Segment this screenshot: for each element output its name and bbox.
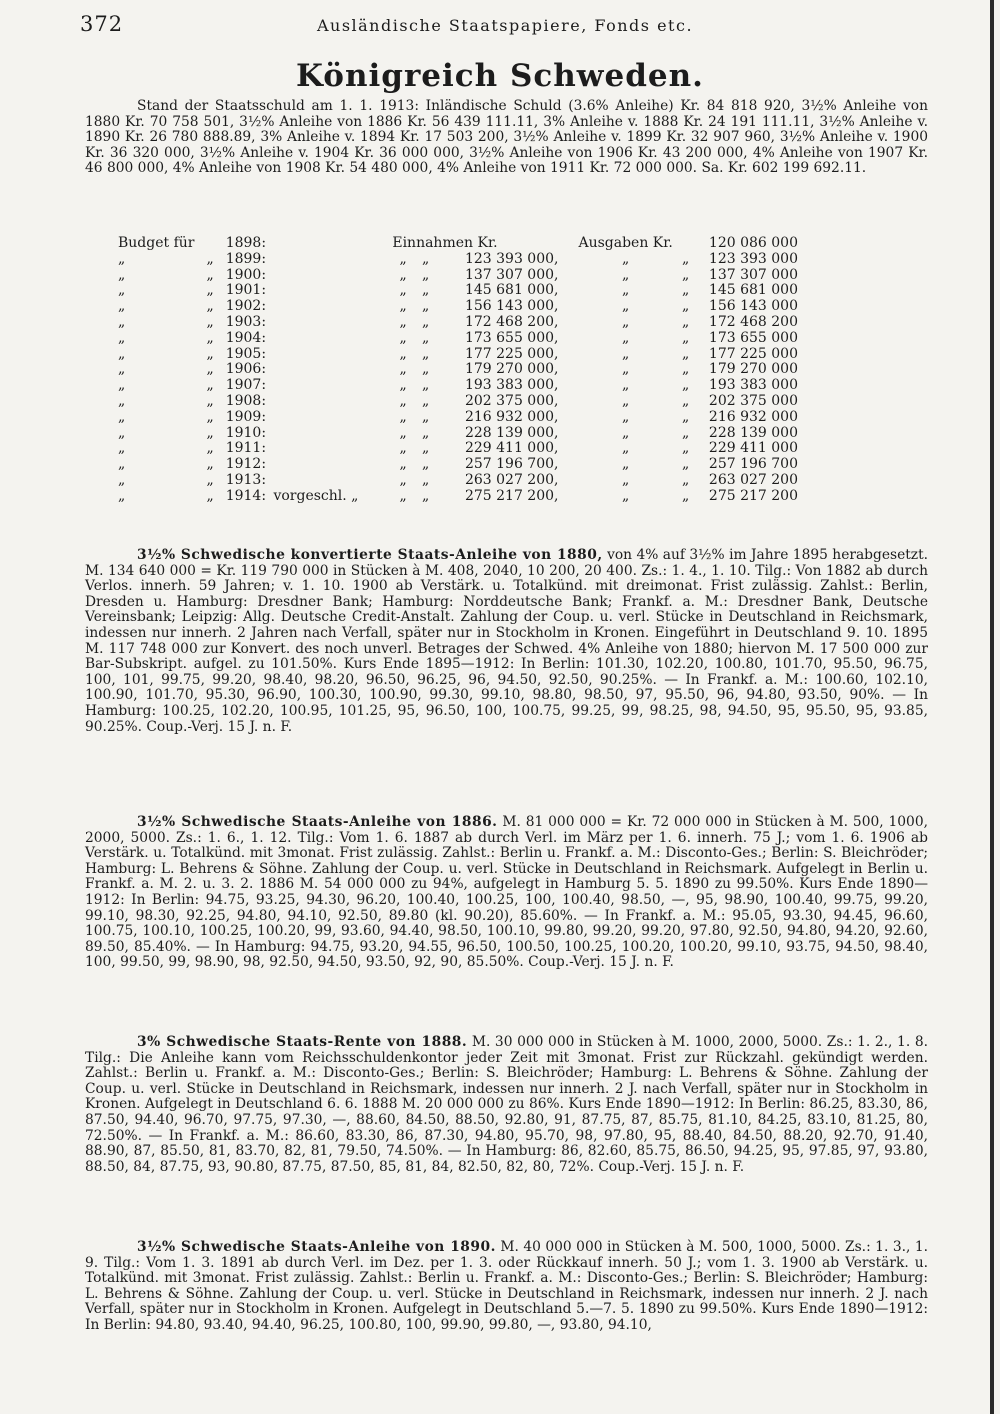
budget-note — [273, 252, 392, 268]
ditto-mark: „ — [622, 392, 630, 409]
ditto-mark: „ — [421, 487, 430, 504]
ditto-mark: „ — [421, 392, 430, 409]
ditto-mark: „ — [206, 471, 214, 488]
ditto-mark: „ — [622, 345, 630, 362]
einnahmen-value: 228 139 000, — [464, 424, 559, 441]
budget-label-cell: „ — [118, 487, 126, 504]
budget-row — [118, 268, 798, 284]
ditto-mark — [194, 236, 225, 252]
section-1886-title: 3½% Schwedische Staats-Anleihe von 1886. — [137, 814, 498, 830]
ditto-mark: „ — [399, 345, 407, 362]
budget-label-cell: „ — [118, 408, 126, 425]
budget-row — [118, 347, 798, 363]
ditto-mark: „ — [622, 250, 630, 267]
budget-row — [118, 394, 798, 410]
ditto-mark: „ — [681, 313, 690, 330]
running-title: Ausländische Staatspapiere, Fonds etc. — [316, 16, 694, 35]
budget-label-cell: „ — [118, 313, 126, 330]
einnahmen-value: 137 307 000, — [464, 266, 559, 283]
ditto-mark: „ — [681, 456, 690, 473]
ditto-mark: „ — [399, 250, 407, 267]
ausgaben-value: 123 393 000 — [708, 250, 798, 267]
budget-note — [273, 236, 392, 252]
einnahmen-value: 263 027 200, — [464, 471, 559, 488]
ditto-mark: „ — [206, 440, 214, 457]
budget-year: 1913: — [225, 471, 267, 488]
ausgaben-value: 228 139 000 — [708, 424, 798, 441]
einnahmen-value: 257 196 700, — [464, 456, 559, 473]
budget-row — [118, 315, 798, 331]
ditto-mark: „ — [421, 282, 430, 299]
ditto-mark: „ — [622, 424, 630, 441]
budget-row — [118, 331, 798, 347]
ditto-mark: „ — [206, 424, 214, 441]
ditto-mark: „ — [206, 282, 214, 299]
ditto-mark: „ — [206, 250, 214, 267]
budget-note — [273, 362, 392, 378]
ditto-mark: „ — [421, 456, 430, 473]
ausgaben-value: 193 383 000 — [708, 377, 798, 394]
ditto-mark: „ — [622, 471, 630, 488]
budget-note — [273, 315, 392, 331]
ditto-mark: „ — [399, 298, 407, 315]
ditto-mark: „ — [681, 392, 690, 409]
ausgaben-value: 229 411 000 — [708, 440, 798, 457]
budget-note — [273, 441, 392, 457]
running-header — [80, 12, 930, 42]
budget-note — [273, 347, 392, 363]
ditto-mark: „ — [681, 377, 690, 394]
section-1880 — [85, 548, 928, 735]
ditto-mark: „ — [399, 487, 407, 504]
budget-row — [118, 378, 798, 394]
budget-row — [118, 457, 798, 473]
ditto-mark: „ — [421, 329, 430, 346]
ditto-mark: „ — [622, 313, 630, 330]
budget-label-cell: „ — [118, 456, 126, 473]
section-1890-title: 3½% Schwedische Staats-Anleihe von 1890. — [137, 1239, 496, 1255]
budget-label-cell: „ — [118, 345, 126, 362]
ausgaben-value: 145 681 000 — [708, 282, 798, 299]
ditto-mark: „ — [206, 408, 214, 425]
einnahmen-value: 123 393 000, — [464, 250, 559, 267]
einnahmen-value: 156 143 000, — [464, 298, 559, 315]
ditto-mark: „ — [421, 471, 430, 488]
budget-row — [118, 489, 798, 505]
budget-note — [273, 283, 392, 299]
ausgaben-value: 137 307 000 — [708, 266, 798, 283]
ditto-mark: „ — [622, 282, 630, 299]
page-number: 372 — [80, 12, 124, 36]
budget-table — [118, 236, 798, 505]
section-1886 — [85, 815, 928, 971]
ditto-mark: „ — [681, 408, 690, 425]
section-rente-1888-body: M. 30 000 000 in Stücken à M. 1000, 2000, 5000. Zs.: 1. 2., 1. 8. Tilg.: Die Anleihe kann vom Reichsschuldenkontor jeder Zeit mit 3monat. Frist zur Rückzahl. gekündigt werden. Zahlst.: Berlin u. Frankf. a. M.: Disconto-Ges.; Berlin: S. Bleichröder; Hamburg: L. Behrens & Söhne. Zahlung der Coup. u. verl. Stücke in Deutschland in Reichsmark, indessen nur innerh. 2 J. nach Verfall, später nur in Stockholm in Kronen. Aufgelegt in Deutschland 6. 6. 1888 M. 20 000 000 zu 86%. Kurs Ende 1890—1912: In Berlin: 86.25, 83.30, 86, 87.50, 94.40, 96.70, 97.75, 97.30, —, 88.60, 84.50, 88.50, 92.80, 91, 87.75, 87, 85.75, 81.10, 84.25, 83.10, 81.25, 80, 72.50%. — In Frankf. a. M.: 86.60, 83.30, 86, 87.30, 94.80, 95.70, 98, 97.80, 95, 88.40, 84.50, 88.20, 92.70, 91.40, 88.90, 87, 85.50, 81, 83.70, 82, 81, 79.50, 74.50%. — In Hamburg: 86, 82.60, 85.75, 86.50, 94.25, 95, 97.85, 97, 93.80, 88.50, 84, 87.75, 93, 90.80, 87.75, 87.50, 85, 81, 84, 82.50, 82, 80, 72%. Coup.-Verj. 15 J. n. F. — [85, 1034, 928, 1175]
budget-label-cell: „ — [118, 471, 126, 488]
ditto-mark: „ — [399, 456, 407, 473]
budget-year: 1905: — [225, 345, 267, 362]
budget-note — [273, 426, 392, 442]
einnahmen-label: Einnahmen Kr. — [392, 235, 498, 251]
ditto-mark: „ — [399, 408, 407, 425]
budget-row — [118, 299, 798, 315]
ausgaben-value: 120 086 000 — [708, 235, 798, 251]
einnahmen-value: 172 468 200, — [464, 313, 559, 330]
budget-year: 1908: — [225, 392, 267, 409]
budget-year: 1912: — [225, 456, 267, 473]
einnahmen-value: 229 411 000, — [464, 440, 559, 457]
ausgaben-label: Ausgaben Kr. — [578, 235, 673, 251]
ausgaben-value: 177 225 000 — [708, 345, 798, 362]
ausgaben-value: 156 143 000 — [708, 298, 798, 315]
ditto-mark: „ — [421, 298, 430, 315]
ditto-mark: „ — [681, 361, 690, 378]
ditto-mark: „ — [399, 266, 407, 283]
budget-note — [273, 299, 392, 315]
ditto-mark: „ — [206, 313, 214, 330]
budget-row — [118, 473, 798, 489]
section-1880-body: von 4% auf 3½% im Jahre 1895 herabgesetzt. M. 134 640 000 = Kr. 119 790 000 in Stücken à M. 408, 2040, 10 200, 20 400. Zs.: 1. 4., 1. 10. Tilg.: Von 1882 ab durch Verlos. innerh. 59 Jahren; v. 1. 10. 1900 ab Verstärk. u. Totalkünd. mit dreimonat. Frist zulässig. Zahlst.: Berlin, Dresden u. Hamburg: Dresdner Bank; Hamburg: Norddeutsche Bank; Frankf. a. M.: Dresdner Bank, Deutsche Vereinsbank; Leipzig: Allg. Deutsche Credit-Anstalt. Zahlung der Coup. u. verl. Stücke in Deutschland in Reichsmark, indessen nur innerh. 2 Jahren nach Verfall, später nur in Stockholm in Kronen. Eingeführt in Deutschland 9. 10. 1895 M. 117 748 000 zur Konvert. des noch unverl. Betrages der Schwed. 4% Anleihe von 1880; hiervon M. 17 500 000 zur Bar-Subskript. aufgel. zu 101.50%. Kurs Ende 1895—1912: In Berlin: 101.30, 102.20, 100.80, 101.70, 95.50, 96.75, 100, 101, 99.75, 99.20, 98.40, 98.20, 96.50, 96.25, 96, 94.50, 92.50, 90.25%. — In Frankf. a. M.: 100.60, 102.10, 100.90, 101.70, 95.30, 96.90, 100.30, 100.90, 99.30, 99.10, 98.80, 98.50, 97, 95.50, 96, 94.80, 93.50, 90%. — In Hamburg: 100.25, 102.20, 100.95, 101.25, 95, 96.50, 100, 100.75, 99.25, 99, 98.25, 98, 94.50, 95, 95.50, 95, 93.85, 90.25%. Coup.-Verj. 15 J. n. F. — [85, 547, 929, 735]
budget-label-cell: „ — [118, 298, 126, 315]
ditto-mark: „ — [399, 313, 407, 330]
budget-row — [118, 426, 798, 442]
budget-row — [118, 236, 798, 252]
budget-label-cell: „ — [118, 282, 126, 299]
ditto-mark: „ — [399, 392, 407, 409]
ditto-mark: „ — [399, 282, 407, 299]
ditto-mark: „ — [681, 487, 690, 504]
ditto-mark: „ — [622, 361, 630, 378]
ditto-mark: „ — [681, 298, 690, 315]
budget-note — [273, 378, 392, 394]
scan-edge — [990, 0, 994, 1414]
einnahmen-value: 193 383 000, — [464, 377, 559, 394]
budget-year: 1904: — [225, 329, 267, 346]
ausgaben-value: 263 027 200 — [708, 471, 798, 488]
budget-note — [273, 331, 392, 347]
ausgaben-value: 216 932 000 — [708, 408, 798, 425]
einnahmen-value: 173 655 000, — [464, 329, 559, 346]
ausgaben-value: 179 270 000 — [708, 361, 798, 378]
section-1890 — [85, 1240, 928, 1334]
ditto-mark: „ — [206, 487, 214, 504]
page-title: Königreich Schweden. — [296, 58, 704, 94]
ditto-mark: „ — [206, 298, 214, 315]
ditto-mark: „ — [421, 361, 430, 378]
ditto-mark: „ — [681, 282, 690, 299]
ausgaben-value: 275 217 200 — [708, 487, 798, 504]
budget-note — [273, 457, 392, 473]
budget-label-cell: „ — [118, 392, 126, 409]
ditto-mark: „ — [622, 329, 630, 346]
budget-label-cell: „ — [118, 377, 126, 394]
ditto-mark: „ — [681, 250, 690, 267]
section-1886-body: M. 81 000 000 = Kr. 72 000 000 in Stücken à M. 500, 1000, 2000, 5000. Zs.: 1. 6., 1. 12. Tilg.: Vom 1. 6. 1887 ab durch Verl. im März per 1. 6. innerh. 75 J.; vom 1. 6. 1906 ab Verstärk. u. Totalkünd. mit 3monat. Frist zulässig. Zahlst.: Berlin u. Frankf. a. M.: Disconto-Ges.; Berlin: S. Bleichröder; Hamburg: L. Behrens & Söhne. Zahlung der Coup. u. verl. Stücke in Deutschland in Reichsmark. Aufgelegt in Berlin u. Frankf. a. M. 2. u. 3. 2. 1886 M. 54 000 000 zu 94%, aufgelegt in Hamburg 5. 5. 1890 zu 99.50%. Kurs Ende 1890—1912: In Berlin: 94.75, 93.25, 94.30, 96.20, 100.40, 100.25, 100, 100.40, 98.50, —, 95, 98.90, 100.40, 99.75, 99.20, 99.10, 98.30, 92.25, 94.80, 94.10, 92.50, 89.80 (kl. 90.20), 85.60%. — In Frankf. a. M.: 95.05, 93.30, 94.45, 96.60, 100.75, 100.10, 100.25, 100.20, 99, 93.60, 94.40, 98.50, 100.10, 99.80, 99.20, 99.20, 97.80, 92.50, 94.80, 94.20, 92.60, 89.50, 85.40%. — In Hamburg: 94.75, 93.20, 94.55, 96.50, 100.50, 100.25, 100.20, 100.20, 99.10, 93.75, 94.50, 98.40, 100, 99.50, 99, 98.90, 98, 92.50, 94.50, 93.50, 92, 90, 85.50%. Coup.-Verj. 15 J. n. F. — [85, 814, 928, 971]
budget-year: 1909: — [225, 408, 267, 425]
budget-row — [118, 252, 798, 268]
budget-year: 1900: — [225, 266, 267, 283]
budget-note — [273, 410, 392, 426]
ditto-mark: „ — [622, 408, 630, 425]
section-rente-1888 — [85, 1035, 928, 1175]
budget-label-cell: „ — [118, 250, 126, 267]
section-1880-title: 3½% Schwedische konvertierte Staats-Anleihe von 1880, — [137, 547, 603, 563]
einnahmen-value: 275 217 200, — [464, 487, 559, 504]
ditto-mark: „ — [206, 329, 214, 346]
ditto-mark: „ — [622, 266, 630, 283]
ditto-mark: „ — [421, 377, 430, 394]
budget-year: 1907: — [225, 377, 267, 394]
budget-year: 1910: — [225, 424, 267, 441]
ditto-mark: „ — [206, 392, 214, 409]
budget-row — [118, 410, 798, 426]
budget-note — [273, 473, 392, 489]
budget-year: 1914: — [225, 487, 267, 504]
budget-label-cell: „ — [118, 329, 126, 346]
ditto-mark: „ — [399, 377, 407, 394]
ditto-mark: „ — [206, 377, 214, 394]
budget-row — [118, 441, 798, 457]
ditto-mark: „ — [421, 440, 430, 457]
budget-note: vorgeschl. „ — [273, 487, 359, 504]
ditto-mark: „ — [622, 487, 630, 504]
ditto-mark: „ — [622, 456, 630, 473]
ditto-mark: „ — [421, 408, 430, 425]
ditto-mark: „ — [681, 471, 690, 488]
ditto-mark: „ — [622, 440, 630, 457]
intro-paragraph: Stand der Staatsschuld am 1. 1. 1913: Inländische Schuld (3.6% Anleihe) Kr. 84 818 920, 3½% Anleihe von 1880 Kr. 70 758 501, 3½% Anleihe von 1886 Kr. 56 439 111.11, 3% Anleihe v. 1888 Kr. 24 191 111.11, 3½% Anleihe v. 1890 Kr. 26 780 888.89, 3% Anleihe v. 1894 Kr. 17 503 200, 3½% Anleihe v. 1899 Kr. 32 907 960, 3½% Anleihe v. 1900 Kr. 36 320 000, 3½% Anleihe v. 1904 Kr. 36 000 000, 3½% Anleihe von 1906 Kr. 43 200 000, 4% Anleihe von 1907 Kr. 46 800 000, 4% Anleihe von 1908 Kr. 54 480 000, 4% Anleihe von 1911 Kr. 72 000 000. Sa. Kr. 602 199 692.11. — [85, 98, 928, 177]
budget-label-cell: „ — [118, 266, 126, 283]
budget-row — [118, 283, 798, 299]
section-rente-1888-title: 3% Schwedische Staats-Rente von 1888. — [137, 1034, 468, 1050]
budget-year: 1911: — [225, 440, 267, 457]
budget-year: 1902: — [225, 298, 267, 315]
ditto-mark: „ — [681, 345, 690, 362]
ausgaben-value: 172 468 200 — [708, 313, 798, 330]
einnahmen-value: 216 932 000, — [464, 408, 559, 425]
budget-label-cell: Budget für — [118, 235, 195, 251]
ditto-mark: „ — [681, 329, 690, 346]
ditto-mark: „ — [421, 266, 430, 283]
ditto-mark: „ — [399, 329, 407, 346]
ditto-mark: „ — [421, 313, 430, 330]
budget-label-cell: „ — [118, 424, 126, 441]
budget-year: 1903: — [225, 313, 267, 330]
ditto-mark: „ — [206, 456, 214, 473]
ditto-mark: „ — [622, 377, 630, 394]
ditto-mark: „ — [681, 424, 690, 441]
ditto-mark: „ — [206, 361, 214, 378]
ausgaben-value: 257 196 700 — [708, 456, 798, 473]
budget-year: 1898: — [225, 235, 267, 251]
ditto-mark: „ — [399, 471, 407, 488]
einnahmen-value: 202 375 000, — [464, 392, 559, 409]
ditto-mark: „ — [399, 440, 407, 457]
budget-row — [118, 362, 798, 378]
budget-year: 1901: — [225, 282, 267, 299]
einnahmen-value: 179 270 000, — [464, 361, 559, 378]
budget-year: 1899: — [225, 250, 267, 267]
budget-year: 1906: — [225, 361, 267, 378]
ditto-mark: „ — [421, 345, 430, 362]
ditto-mark: „ — [622, 298, 630, 315]
budget-label-cell: „ — [118, 440, 126, 457]
budget-note — [273, 268, 392, 284]
ditto-mark: „ — [399, 361, 407, 378]
ausgaben-value: 202 375 000 — [708, 392, 798, 409]
ditto-mark: „ — [681, 440, 690, 457]
budget-note — [273, 394, 392, 410]
ditto-mark: „ — [681, 266, 690, 283]
ausgaben-value: 173 655 000 — [708, 329, 798, 346]
budget-label-cell: „ — [118, 361, 126, 378]
ditto-mark: „ — [206, 345, 214, 362]
ditto-mark: „ — [206, 266, 214, 283]
section-1890-body: M. 40 000 000 in Stücken à M. 500, 1000, 5000. Zs.: 1. 3., 1. 9. Tilg.: Vom 1. 3. 1891 ab durch Verl. im Dez. per 1. 3. oder Rückkauf innerh. 50 J.; vom 1. 3. 1900 ab Verstärk. u. Totalkünd. mit 3monat. Frist zulässig. Zahlst.: Berlin u. Frankf. a. M.: Disconto-Ges.; Berlin: S. Bleichröder; Hamburg: L. Behrens & Söhne. Zahlung der Coup. u. verl. Stücke in Deutschland in Reichsmark, indessen nur innerh. 2 J. nach Verfall, später nur in Stockholm in Kronen. Aufgelegt in Deutschland 5.—7. 5. 1890 zu 99.50%. Kurs Ende 1890—1912: In Berlin: 94.80, 93.40, 94.40, 96.25, 100.80, 100, 99.90, 99.80, —, 93.80, 94.10, — [85, 1239, 928, 1333]
ditto-mark: „ — [421, 424, 430, 441]
einnahmen-value: 177 225 000, — [464, 345, 559, 362]
ditto-mark: „ — [421, 250, 430, 267]
ditto-mark — [673, 236, 698, 252]
einnahmen-value: 145 681 000, — [464, 282, 559, 299]
ditto-mark: „ — [399, 424, 407, 441]
